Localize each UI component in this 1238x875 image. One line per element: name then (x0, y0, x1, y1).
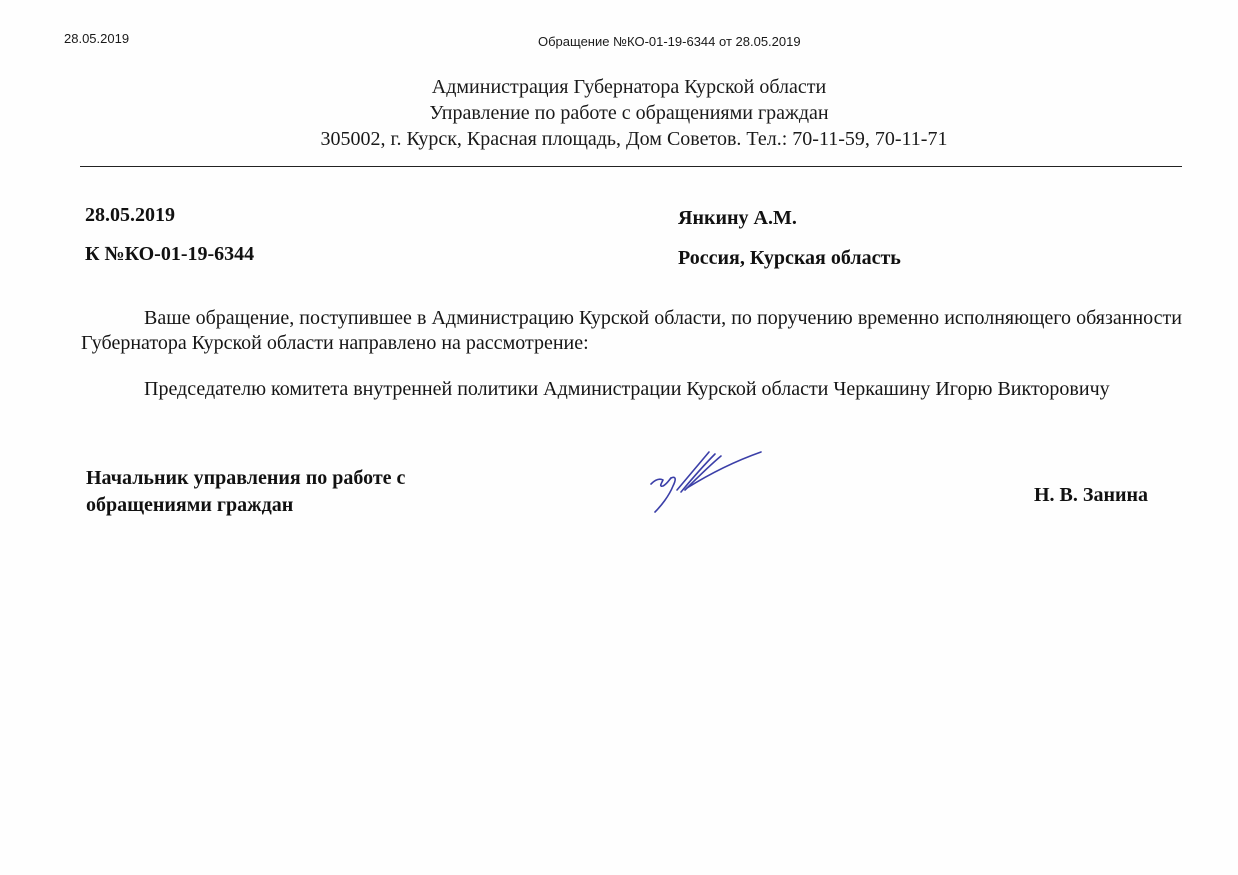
letterhead-divider (80, 166, 1182, 167)
letterhead-department: Управление по работе с обращениями граждан (429, 102, 829, 124)
document-date: 28.05.2019 (85, 204, 175, 226)
print-date: 28.05.2019 (64, 31, 130, 46)
signer-name: Н. В. Занина (1034, 484, 1149, 506)
signer-position: Начальник управления по работе с обращениями граждан (86, 467, 406, 516)
letterhead-address: 305002, г. Курск, Красная площадь, Дом Советов. Тел.: 70-11-59, 70-11-71 (320, 128, 948, 150)
print-reference: Обращение №КО-01-19-6344 от 28.05.2019 (538, 34, 801, 49)
letterhead-organization: Администрация Губернатора Курской области (431, 76, 827, 98)
document-reference: К №КО-01-19-6344 (85, 243, 255, 265)
handwritten-signature (637, 440, 767, 520)
signature-stroke (655, 477, 675, 512)
body-paragraph: Ваше обращение, поступившее в Администрацию Курской области, по поручению временно исполняющего обязанности Губернатора Курской области направлено на рассмотрение: (81, 307, 1182, 354)
body-paragraph: Председателю комитета внутренней политики Администрации Курской области Черкашину Игорю Викторовичу (144, 378, 1110, 400)
signature-stroke (651, 478, 671, 486)
signature-stroke (687, 452, 761, 488)
letterhead (0, 74, 1238, 152)
signature-stroke (681, 454, 715, 492)
addressee-name: Янкину А.М. (678, 207, 797, 229)
addressee-region: Россия, Курская область (678, 247, 901, 269)
